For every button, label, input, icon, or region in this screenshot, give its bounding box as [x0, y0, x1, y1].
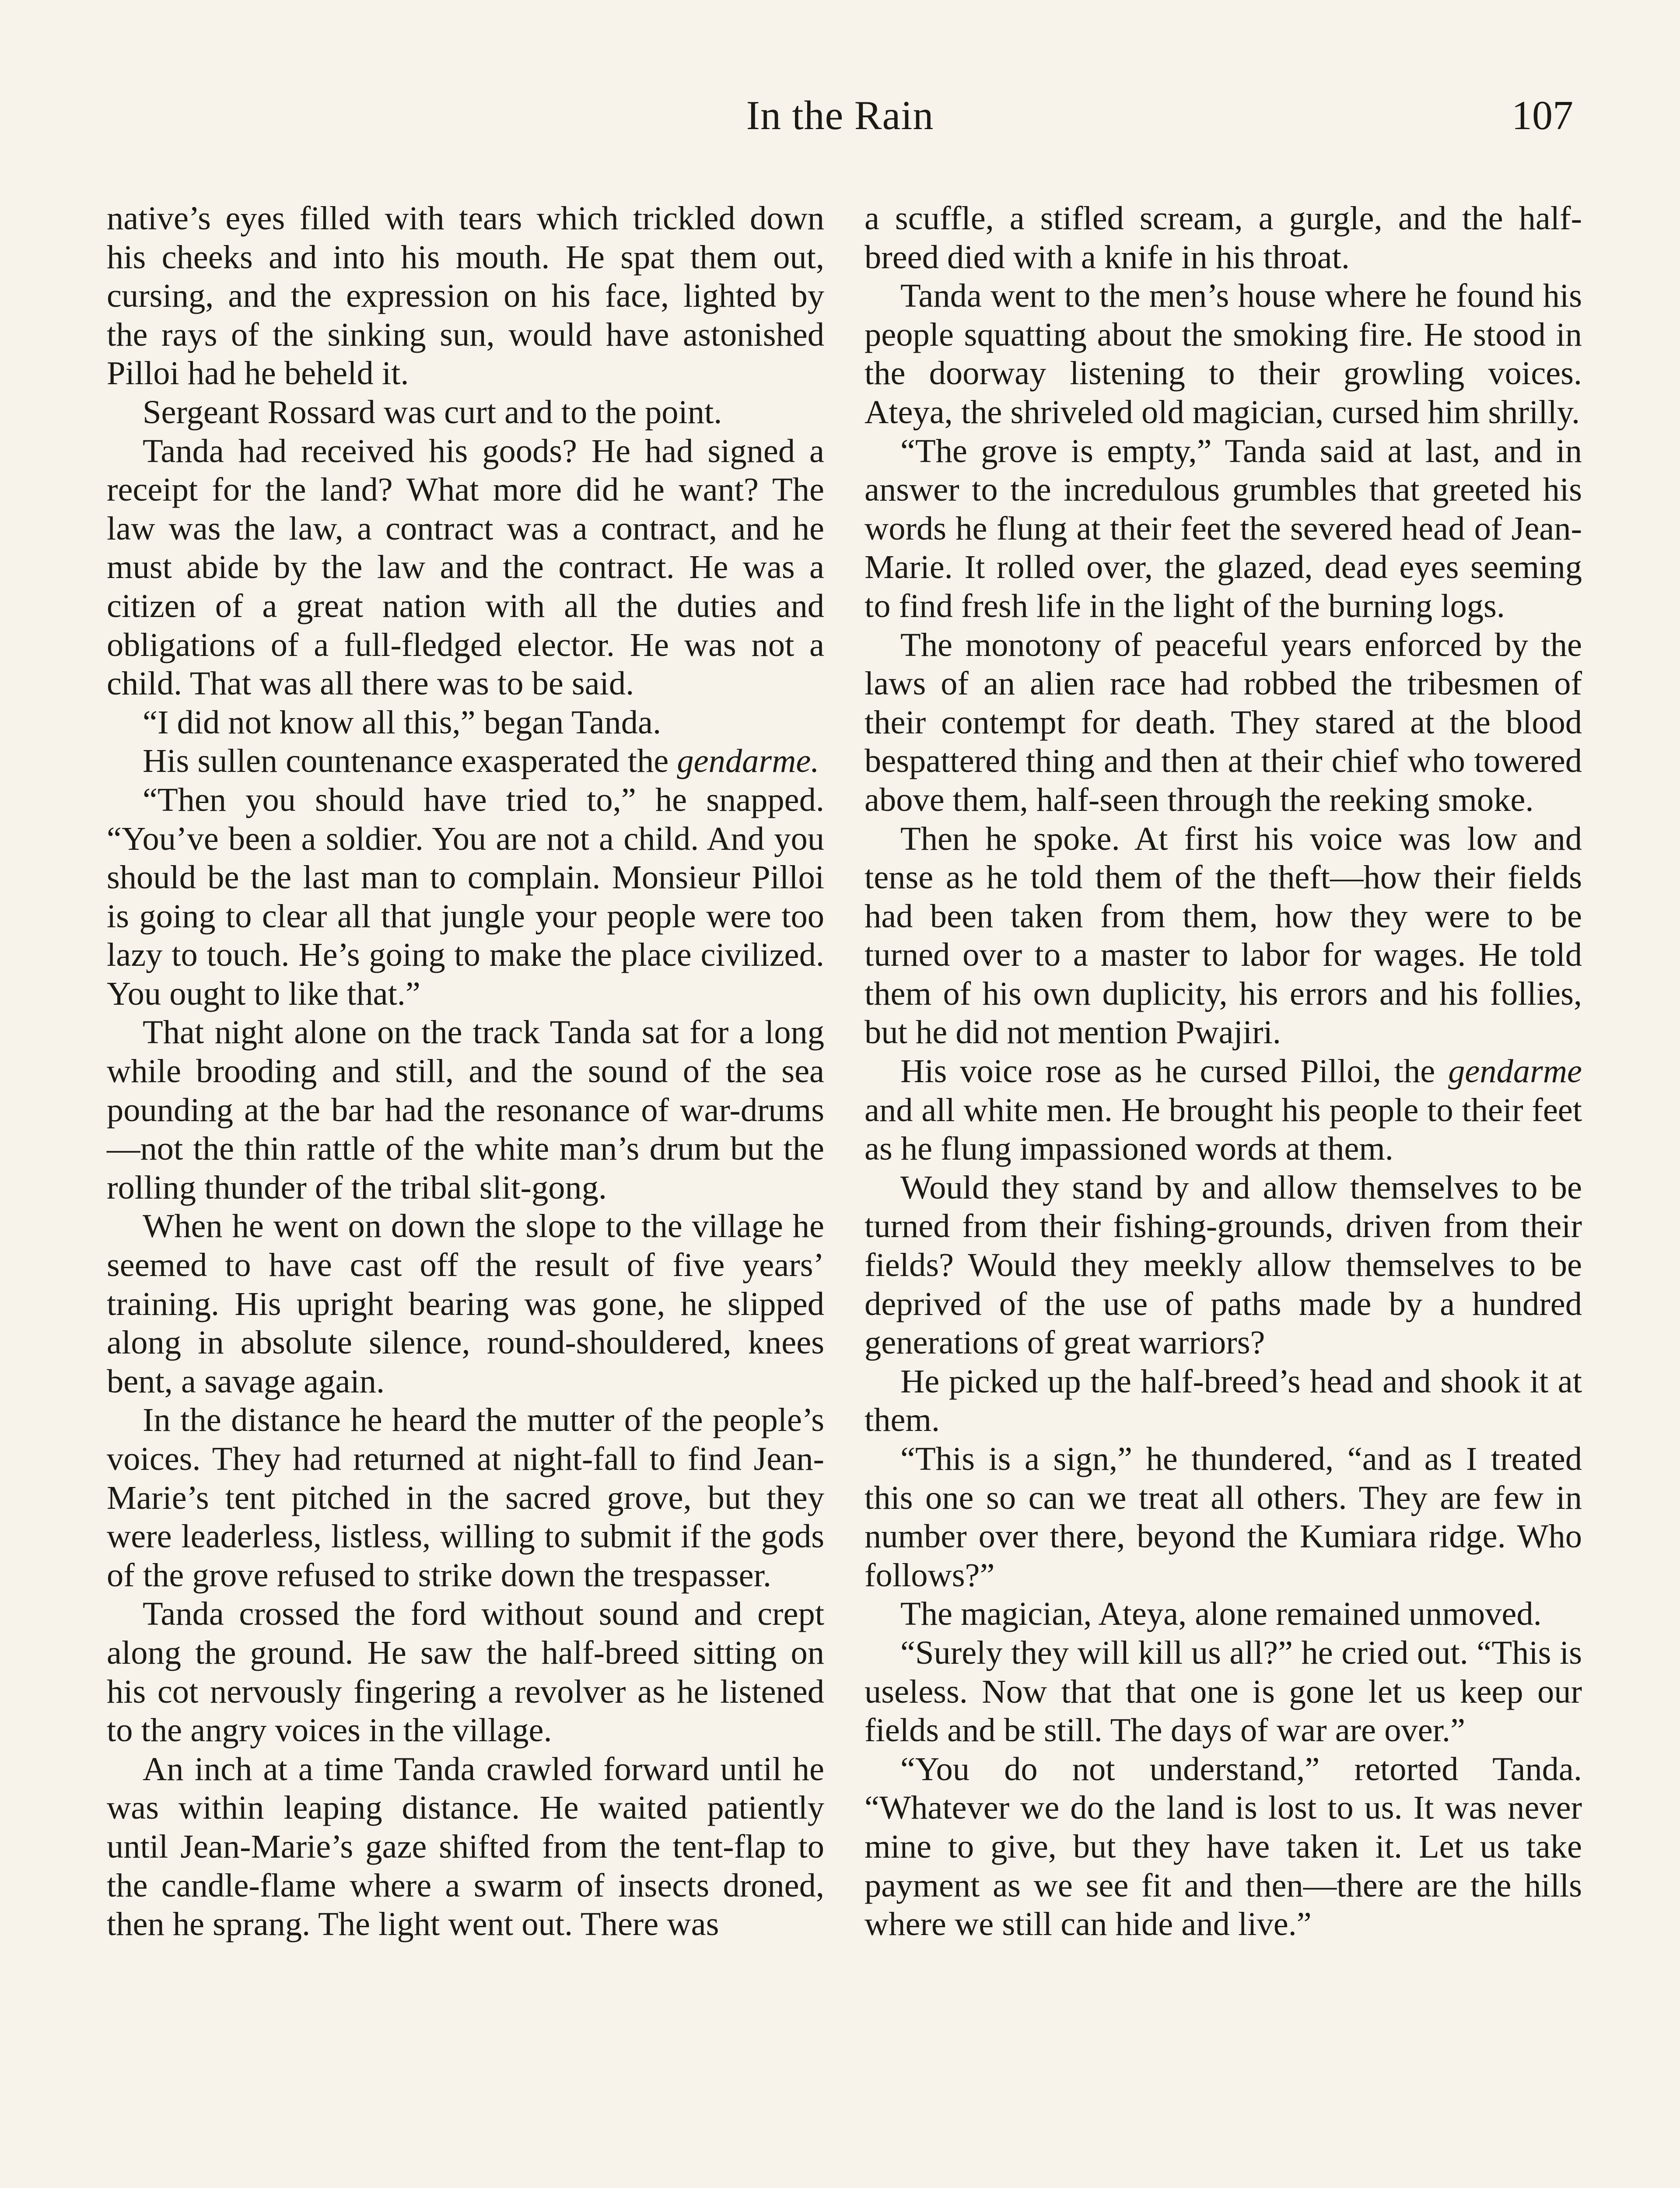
paragraph: The monotony of peaceful years enforced by the laws of an alien race had robbed the tribesmen of their contempt for death. They stared at the blood bespattered thing and then at their chief who towered above them, half-seen through the reeking smoke. — [864, 626, 1582, 818]
paragraph: Tanda had received his goods? He had signed a receipt for the land? What more did he want? The law was the law, a contract was a contract, and he must abide by the law and the contract. He was a citizen of a great nation with all the duties and obligations of a full-fledged elector. He was not a child. That was all there was to be said. — [107, 432, 824, 702]
italic-word: gendarme. — [677, 742, 819, 780]
paragraph-text: His voice rose as he cursed Pilloi, the — [900, 1052, 1435, 1090]
paragraph: “Then you should have tried to,” he snapped. “You’ve been a soldier. You are not a child. And you should be the last man to complain. Monsieur Pilloi is going to clear all that jungle your people were too lazy to touch. He’s going to make the place civilized. You ought to like that.” — [107, 781, 824, 1012]
right-column — [864, 199, 1582, 1944]
paragraph-text: His sullen countenance exasperated the — [143, 742, 669, 780]
paragraph: native’s eyes filled with tears which trickled down his cheeks and into his mouth. He spat them out, cursing, and the expression on his face, lighted by the rays of the sinking sun, would have astonished Pilloi had he beheld it. — [107, 200, 824, 392]
paragraph: Would they stand by and allow themselves to be turned from their fishing-grounds, driven from their fields? Would they meekly allow themselves to be deprived of the use of paths made by a hundred generations of great warriors? — [864, 1168, 1582, 1361]
paragraph: An inch at a time Tanda crawled forward until he was within leaping distance. He waited patiently until Jean-Marie’s gaze shifted from the tent-flap to the candle-flame where a swarm of insects droned, then he sprang. The light went out. There was — [107, 1750, 824, 1943]
italic-word: gendarme — [1448, 1052, 1582, 1090]
paragraph: “I did not know all this,” began Tanda. — [143, 703, 662, 741]
paragraph: Then he spoke. At first his voice was low and tense as he told them of the theft—how their fields had been taken from them, how they were to be turned over to a master to labor for wages. He told them of his own duplicity, his errors and his follies, but he did not mention Pwajiri. — [864, 820, 1582, 1051]
paragraph: When he went on down the slope to the village he seemed to have cast off the result of five years’ training. His upright bearing was gone, he slipped along in absolute silence, round-shouldered, knees bent, a savage again. — [107, 1207, 824, 1400]
paragraph: a scuffle, a stifled scream, a gurgle, and the half-breed died with a knife in his throat. — [864, 200, 1582, 276]
page-header — [107, 92, 1573, 158]
paragraph: “Surely they will kill us all?” he cried out. “This is useless. Now that that one is gone let us keep our fields and be still. The days of war are over.” — [864, 1634, 1582, 1749]
paragraph: Tanda went to the men’s house where he found his people squatting about the smoking fire. He stood in the doorway listening to their growling voices. Ateya, the shriveled old magician, cursed him shrilly. — [864, 277, 1582, 431]
paragraph: He picked up the half-breed’s head and shook it at them. — [864, 1362, 1582, 1439]
paragraph: The magician, Ateya, alone remained unmoved. — [900, 1595, 1542, 1633]
paragraph — [864, 1052, 1582, 1168]
running-title: In the Rain — [746, 93, 934, 138]
left-column — [107, 199, 824, 1944]
paragraph — [107, 742, 824, 781]
page-number: 107 — [1512, 93, 1573, 138]
paragraph: “You do not understand,” retorted Tanda. “Whatever we do the land is lost to us. It was never mine to give, but they have taken it. Let us take payment as we see fit and then—there are the hills where we still can hide and live.” — [864, 1750, 1582, 1943]
paragraph: That night alone on the track Tanda sat for a long while brooding and still, and the sound of the sea pounding at the bar had the resonance of war-drums—not the thin rattle of the white man’s drum but the rolling thunder of the tribal slit-gong. — [107, 1013, 824, 1206]
paragraph: In the distance he heard the mutter of the people’s voices. They had returned at night-fall to find Jean-Marie’s tent pitched in the sacred grove, but they were leaderless, listless, willing to submit if the gods of the grove refused to strike down the trespasser. — [107, 1401, 824, 1594]
paragraph: Tanda crossed the ford without sound and crept along the ground. He saw the half-breed sitting on his cot nervously fingering a revolver as he listened to the angry voices in the village. — [107, 1595, 824, 1749]
paragraph-text: and all white men. He brought his people to their feet as he flung impassioned words at them. — [864, 1091, 1582, 1168]
paragraph: Sergeant Rossard was curt and to the point. — [143, 393, 722, 431]
paragraph: “This is a sign,” he thundered, “and as I treated this one so can we treat all others. They are few in number over there, beyond the Kumiara ridge. Who follows?” — [864, 1440, 1582, 1594]
paragraph: “The grove is empty,” Tanda said at last, and in answer to the incredulous grumbles that greeted his words he flung at their feet the severed head of Jean-Marie. It rolled over, the glazed, dead eyes seeming to find fresh life in the light of the burning logs. — [864, 432, 1582, 624]
